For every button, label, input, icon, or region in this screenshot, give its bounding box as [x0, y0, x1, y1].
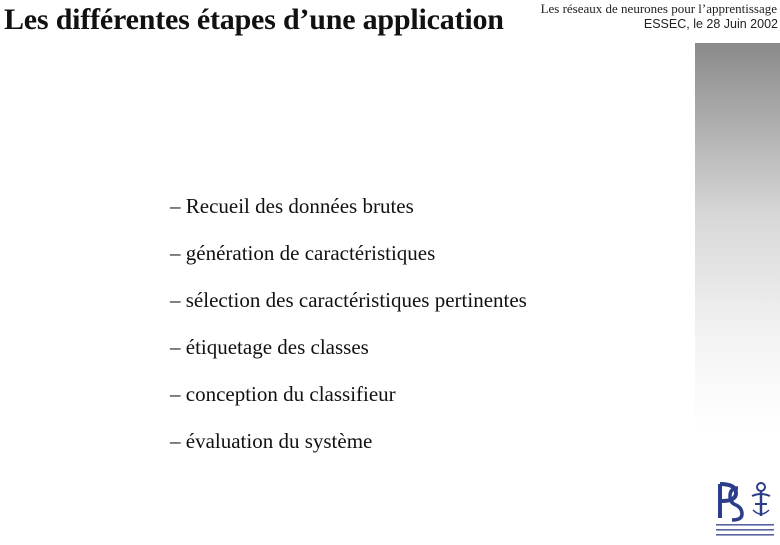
slide-header — [0, 0, 780, 43]
list-item: – conception du classifieur — [170, 382, 396, 406]
side-gradient-panel — [695, 43, 780, 540]
list-item: – Recueil des données brutes — [170, 194, 414, 218]
slide-title: Les différentes étapes d’une application — [4, 3, 504, 36]
list-item: – étiquetage des classes — [170, 335, 369, 359]
steps-list — [170, 192, 527, 474]
institution-logo-icon — [712, 478, 778, 540]
event-date: ESSEC, le 28 Juin 2002 — [643, 17, 778, 31]
list-item: – génération de caractéristiques — [170, 241, 436, 265]
list-item: – évaluation du système — [170, 429, 373, 453]
list-item: – sélection des caractéristiques pertinentes — [170, 288, 527, 312]
course-title: Les réseaux de neurones pour l’apprentissage — [540, 1, 777, 16]
